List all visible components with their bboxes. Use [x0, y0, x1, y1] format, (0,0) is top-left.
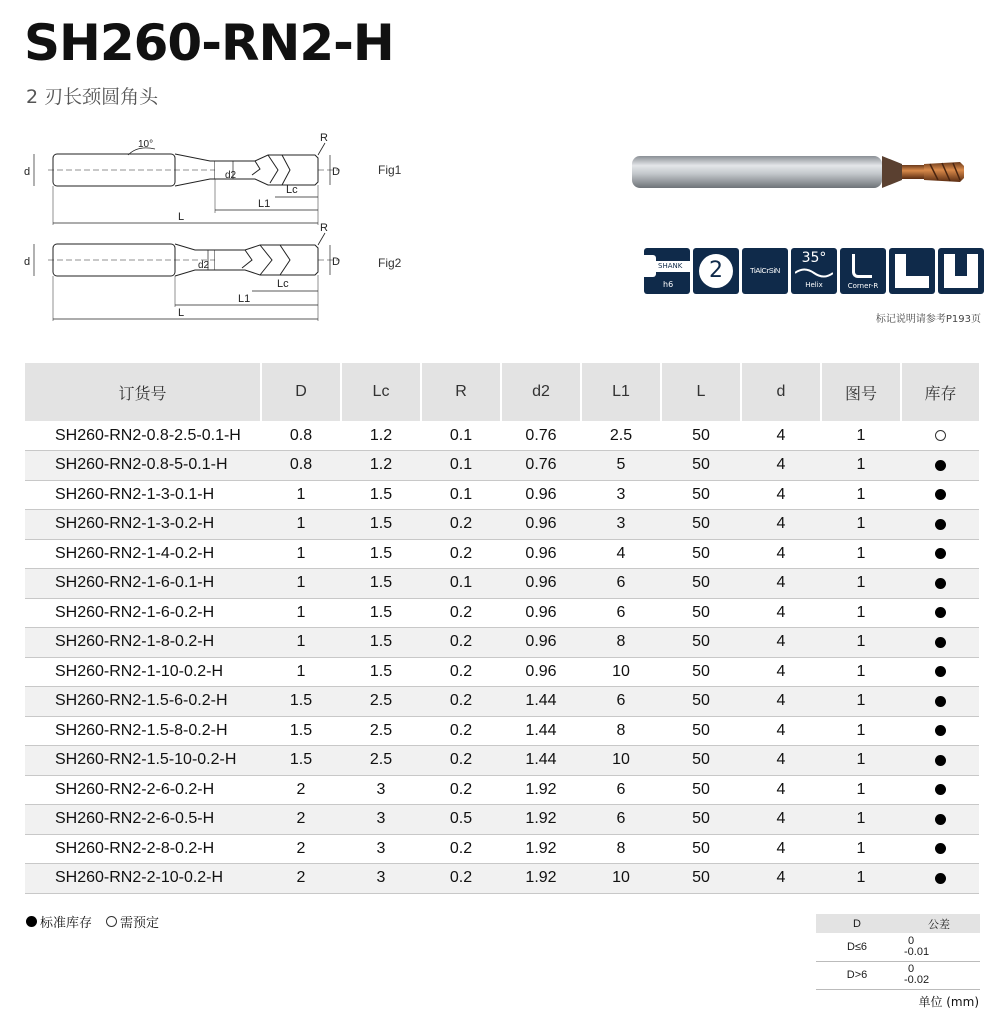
cell-l: 50 — [661, 657, 741, 687]
cell-r: 0.2 — [421, 510, 501, 540]
cell-lc: 1.2 — [341, 451, 421, 481]
cell-code: SH260-RN2-0.8-2.5-0.1-H — [25, 421, 261, 451]
icon-note: 标记说明请参考P193页 — [875, 314, 981, 325]
cell-code: SH260-RN2-1-3-0.1-H — [25, 480, 261, 510]
cell-stock — [901, 746, 979, 776]
tol-range: D≤6 — [816, 933, 898, 961]
helix-label: Helix — [805, 281, 823, 289]
cell-code: SH260-RN2-1-6-0.2-H — [25, 598, 261, 628]
cell-l1: 6 — [581, 569, 661, 599]
spec-table-body — [25, 421, 979, 893]
cell-l1: 10 — [581, 864, 661, 894]
cell-d: 1 — [261, 598, 341, 628]
cell-d: 4 — [741, 864, 821, 894]
cell-l1: 6 — [581, 805, 661, 835]
cell-d: 4 — [741, 716, 821, 746]
cell-d: 1 — [261, 510, 341, 540]
slot-icon — [938, 248, 984, 294]
feature-icons — [644, 248, 984, 294]
cell-code: SH260-RN2-1-6-0.1-H — [25, 569, 261, 599]
cell-code: SH260-RN2-0.8-5-0.1-H — [25, 451, 261, 481]
fig1-label: Fig1 — [378, 163, 402, 177]
cell-fig: 1 — [821, 805, 901, 835]
cell-l1: 8 — [581, 834, 661, 864]
cell-fig: 1 — [821, 716, 901, 746]
cell-stock — [901, 598, 979, 628]
table-row — [25, 539, 979, 569]
cell-lc: 1.5 — [341, 657, 421, 687]
cell-l: 50 — [661, 539, 741, 569]
unit-label: 单位 (mm) — [918, 995, 979, 1009]
stock-legend — [26, 912, 159, 931]
cell-lc: 1.5 — [341, 539, 421, 569]
cell-code: SH260-RN2-1.5-6-0.2-H — [25, 687, 261, 717]
cell-d2: 1.92 — [501, 834, 581, 864]
cell-l: 50 — [661, 805, 741, 835]
cell-l: 50 — [661, 746, 741, 776]
standard-stock-dot — [935, 843, 946, 854]
fig1-l1-label: L1 — [258, 198, 271, 210]
header-order-no: 订货号 — [25, 363, 261, 421]
standard-stock-dot — [26, 916, 37, 927]
cell-fig: 1 — [821, 657, 901, 687]
cell-fig: 1 — [821, 421, 901, 451]
cell-stock — [901, 716, 979, 746]
cell-l1: 8 — [581, 716, 661, 746]
cell-d: 2 — [261, 775, 341, 805]
cell-l1: 5 — [581, 451, 661, 481]
cell-fig: 1 — [821, 687, 901, 717]
technical-drawing — [20, 125, 360, 330]
cell-l: 50 — [661, 687, 741, 717]
fig2-d2-label: d2 — [198, 260, 210, 271]
tol-row — [816, 933, 980, 961]
cell-r: 0.2 — [421, 716, 501, 746]
cell-lc: 1.5 — [341, 480, 421, 510]
cell-l1: 6 — [581, 775, 661, 805]
header-d: d — [741, 363, 821, 421]
cell-d2: 1.44 — [501, 746, 581, 776]
cell-r: 0.1 — [421, 480, 501, 510]
cell-d2: 0.76 — [501, 451, 581, 481]
helix-icon — [791, 248, 837, 294]
cell-d: 0.8 — [261, 451, 341, 481]
fig2-drawing — [24, 222, 340, 321]
tol-upper: 0 — [908, 963, 915, 975]
cell-lc: 3 — [341, 864, 421, 894]
header-D: D — [261, 363, 341, 421]
cell-code: SH260-RN2-1.5-10-0.2-H — [25, 746, 261, 776]
order-stock-dot — [935, 430, 946, 441]
fig1-D-label: D — [332, 166, 340, 178]
cell-stock — [901, 539, 979, 569]
cell-l1: 10 — [581, 657, 661, 687]
l-shape-icon — [889, 248, 935, 294]
fig2-l-label: L — [178, 307, 185, 319]
product-title: SH260-RN2-H — [24, 14, 394, 72]
table-row — [25, 864, 979, 894]
cell-r: 0.2 — [421, 598, 501, 628]
cell-r: 0.1 — [421, 569, 501, 599]
cell-d2: 1.92 — [501, 864, 581, 894]
cell-d: 4 — [741, 569, 821, 599]
standard-stock-dot — [935, 578, 946, 589]
tol-lower: -0.01 — [904, 945, 930, 958]
cell-stock — [901, 451, 979, 481]
standard-stock-dot — [935, 548, 946, 559]
table-row — [25, 657, 979, 687]
cell-l: 50 — [661, 451, 741, 481]
cell-d: 4 — [741, 628, 821, 658]
header-Lc: Lc — [341, 363, 421, 421]
cell-d2: 0.96 — [501, 598, 581, 628]
standard-stock-dot — [935, 755, 946, 766]
cell-stock — [901, 657, 979, 687]
fig1-angle-label: 10° — [138, 139, 154, 150]
cell-stock — [901, 628, 979, 658]
cell-d: 4 — [741, 805, 821, 835]
cell-d: 4 — [741, 539, 821, 569]
standard-stock-dot — [935, 666, 946, 677]
standard-stock-dot — [935, 814, 946, 825]
header-d2: d2 — [501, 363, 581, 421]
fig2-lc-label: Lc — [277, 278, 289, 290]
tol-value — [898, 961, 980, 989]
cell-fig: 1 — [821, 834, 901, 864]
cell-l: 50 — [661, 864, 741, 894]
cell-l: 50 — [661, 716, 741, 746]
fig2-l1-label: L1 — [238, 293, 251, 305]
flute-count: 2 — [709, 258, 723, 283]
standard-stock-dot — [935, 637, 946, 648]
cell-lc: 1.2 — [341, 421, 421, 451]
cell-code: SH260-RN2-1-8-0.2-H — [25, 628, 261, 658]
shank-icon — [644, 248, 690, 294]
cell-d2: 0.96 — [501, 569, 581, 599]
cell-d2: 0.96 — [501, 539, 581, 569]
cell-d: 2 — [261, 864, 341, 894]
cell-code: SH260-RN2-2-8-0.2-H — [25, 834, 261, 864]
cell-fig: 1 — [821, 451, 901, 481]
cell-l1: 10 — [581, 746, 661, 776]
header-R: R — [421, 363, 501, 421]
cell-d: 1 — [261, 539, 341, 569]
fig1-drawing — [24, 132, 340, 225]
cell-d: 1 — [261, 480, 341, 510]
cell-d: 4 — [741, 775, 821, 805]
shank-label: SHANK — [658, 262, 683, 270]
cell-l: 50 — [661, 598, 741, 628]
cell-r: 0.5 — [421, 805, 501, 835]
standard-stock-dot — [935, 873, 946, 884]
standard-stock-dot — [935, 696, 946, 707]
table-row — [25, 451, 979, 481]
cell-lc: 1.5 — [341, 598, 421, 628]
cell-l1: 3 — [581, 480, 661, 510]
product-subtitle: 2 刃长颈圆角头 — [26, 86, 159, 108]
header-L1: L1 — [581, 363, 661, 421]
cell-l1: 3 — [581, 510, 661, 540]
standard-stock-dot — [935, 489, 946, 500]
fig2-d-label: d — [24, 256, 31, 268]
cell-code: SH260-RN2-2-6-0.5-H — [25, 805, 261, 835]
cell-r: 0.1 — [421, 451, 501, 481]
shank-tolerance: h6 — [663, 280, 674, 289]
cell-fig: 1 — [821, 569, 901, 599]
cell-l: 50 — [661, 421, 741, 451]
table-row — [25, 510, 979, 540]
cell-d2: 1.92 — [501, 775, 581, 805]
cell-l: 50 — [661, 775, 741, 805]
cell-stock — [901, 510, 979, 540]
cell-stock — [901, 421, 979, 451]
flute-count-icon — [693, 248, 739, 294]
cell-d: 4 — [741, 421, 821, 451]
table-row — [25, 569, 979, 599]
cell-lc: 2.5 — [341, 687, 421, 717]
cell-l1: 4 — [581, 539, 661, 569]
cell-stock — [901, 687, 979, 717]
cell-d2: 1.44 — [501, 716, 581, 746]
cell-d: 1.5 — [261, 746, 341, 776]
cell-fig: 1 — [821, 539, 901, 569]
cell-l: 50 — [661, 569, 741, 599]
cell-r: 0.2 — [421, 687, 501, 717]
cell-l1: 2.5 — [581, 421, 661, 451]
fig1-d-label: d — [24, 166, 31, 178]
corner-r-label: Corner-R — [847, 282, 879, 290]
header-stock: 库存 — [901, 363, 979, 421]
tol-upper: 0 — [908, 934, 915, 947]
order-stock-dot — [106, 916, 117, 927]
cell-fig: 1 — [821, 510, 901, 540]
tolerance-table — [816, 914, 980, 990]
fig2-label: Fig2 — [378, 256, 402, 270]
cell-lc: 3 — [341, 834, 421, 864]
cell-l: 50 — [661, 834, 741, 864]
cell-d: 4 — [741, 746, 821, 776]
product-image — [620, 140, 990, 210]
spec-table — [25, 363, 979, 894]
tol-range: D>6 — [816, 961, 898, 989]
cell-d: 1.5 — [261, 687, 341, 717]
cell-fig: 1 — [821, 746, 901, 776]
tol-lower: -0.02 — [904, 974, 930, 986]
helix-value: 35° — [801, 250, 827, 266]
header-fig: 图号 — [821, 363, 901, 421]
cell-d: 4 — [741, 510, 821, 540]
cell-r: 0.2 — [421, 657, 501, 687]
cell-l: 50 — [661, 510, 741, 540]
fig1-lc-label: Lc — [286, 184, 298, 196]
cell-stock — [901, 805, 979, 835]
cell-stock — [901, 864, 979, 894]
cell-r: 0.2 — [421, 864, 501, 894]
cell-d: 1.5 — [261, 716, 341, 746]
table-row — [25, 480, 979, 510]
cell-lc: 1.5 — [341, 569, 421, 599]
table-row — [25, 775, 979, 805]
cell-lc: 1.5 — [341, 628, 421, 658]
table-row — [25, 598, 979, 628]
tol-header-d: D — [816, 914, 898, 933]
cell-d: 1 — [261, 569, 341, 599]
table-row — [25, 746, 979, 776]
cell-stock — [901, 480, 979, 510]
cell-lc: 1.5 — [341, 510, 421, 540]
cell-fig: 1 — [821, 864, 901, 894]
header-L: L — [661, 363, 741, 421]
cell-d2: 0.96 — [501, 480, 581, 510]
standard-stock-dot — [935, 725, 946, 736]
corner-r-icon — [840, 248, 886, 294]
cell-d: 4 — [741, 687, 821, 717]
cell-d2: 0.96 — [501, 628, 581, 658]
fig2-r-label: R — [320, 222, 328, 234]
cell-code: SH260-RN2-2-10-0.2-H — [25, 864, 261, 894]
table-header — [25, 363, 979, 421]
cell-fig: 1 — [821, 598, 901, 628]
table-row — [25, 716, 979, 746]
cell-lc: 3 — [341, 805, 421, 835]
cell-r: 0.2 — [421, 539, 501, 569]
cell-d2: 1.44 — [501, 687, 581, 717]
cell-code: SH260-RN2-1-4-0.2-H — [25, 539, 261, 569]
cell-l1: 8 — [581, 628, 661, 658]
standard-stock-dot — [935, 784, 946, 795]
cell-r: 0.2 — [421, 834, 501, 864]
cell-code: SH260-RN2-1-3-0.2-H — [25, 510, 261, 540]
fig2-D-label: D — [332, 256, 340, 268]
table-row — [25, 805, 979, 835]
cell-l: 50 — [661, 628, 741, 658]
cell-lc: 2.5 — [341, 716, 421, 746]
cell-l1: 6 — [581, 687, 661, 717]
table-row — [25, 834, 979, 864]
standard-stock-label: 标准库存 — [40, 916, 93, 931]
table-row — [25, 421, 979, 451]
cell-d2: 0.76 — [501, 421, 581, 451]
cell-r: 0.2 — [421, 746, 501, 776]
fig1-l-label: L — [178, 211, 185, 223]
cell-r: 0.2 — [421, 628, 501, 658]
cell-stock — [901, 834, 979, 864]
cell-d2: 1.92 — [501, 805, 581, 835]
cell-stock — [901, 775, 979, 805]
cell-d: 4 — [741, 451, 821, 481]
cell-code: SH260-RN2-1-10-0.2-H — [25, 657, 261, 687]
cell-d2: 0.96 — [501, 657, 581, 687]
standard-stock-dot — [935, 607, 946, 618]
cell-d: 1 — [261, 657, 341, 687]
cell-d: 4 — [741, 480, 821, 510]
coating-label: TiAlCrSiN — [750, 266, 780, 275]
order-stock-label: 需预定 — [120, 916, 160, 931]
fig1-d2-label: d2 — [225, 170, 237, 181]
cell-r: 0.2 — [421, 775, 501, 805]
cell-code: SH260-RN2-1.5-8-0.2-H — [25, 716, 261, 746]
standard-stock-dot — [935, 460, 946, 471]
cell-fig: 1 — [821, 628, 901, 658]
coating-icon — [742, 248, 788, 294]
cell-d: 2 — [261, 834, 341, 864]
cell-d: 0.8 — [261, 421, 341, 451]
table-row — [25, 687, 979, 717]
cell-d: 2 — [261, 805, 341, 835]
cell-r: 0.1 — [421, 421, 501, 451]
cell-code: SH260-RN2-2-6-0.2-H — [25, 775, 261, 805]
cell-fig: 1 — [821, 775, 901, 805]
fig1-r-label: R — [320, 132, 328, 144]
cell-l1: 6 — [581, 598, 661, 628]
cell-d: 4 — [741, 657, 821, 687]
cell-d: 1 — [261, 628, 341, 658]
standard-stock-dot — [935, 519, 946, 530]
cell-fig: 1 — [821, 480, 901, 510]
cell-l: 50 — [661, 480, 741, 510]
tol-header-tol: 公差 — [898, 914, 980, 933]
cell-d: 4 — [741, 834, 821, 864]
table-row — [25, 628, 979, 658]
cell-d: 4 — [741, 598, 821, 628]
tol-row — [816, 961, 980, 989]
cell-stock — [901, 569, 979, 599]
tol-value — [898, 933, 980, 961]
cell-lc: 3 — [341, 775, 421, 805]
cell-d2: 0.96 — [501, 510, 581, 540]
cell-lc: 2.5 — [341, 746, 421, 776]
